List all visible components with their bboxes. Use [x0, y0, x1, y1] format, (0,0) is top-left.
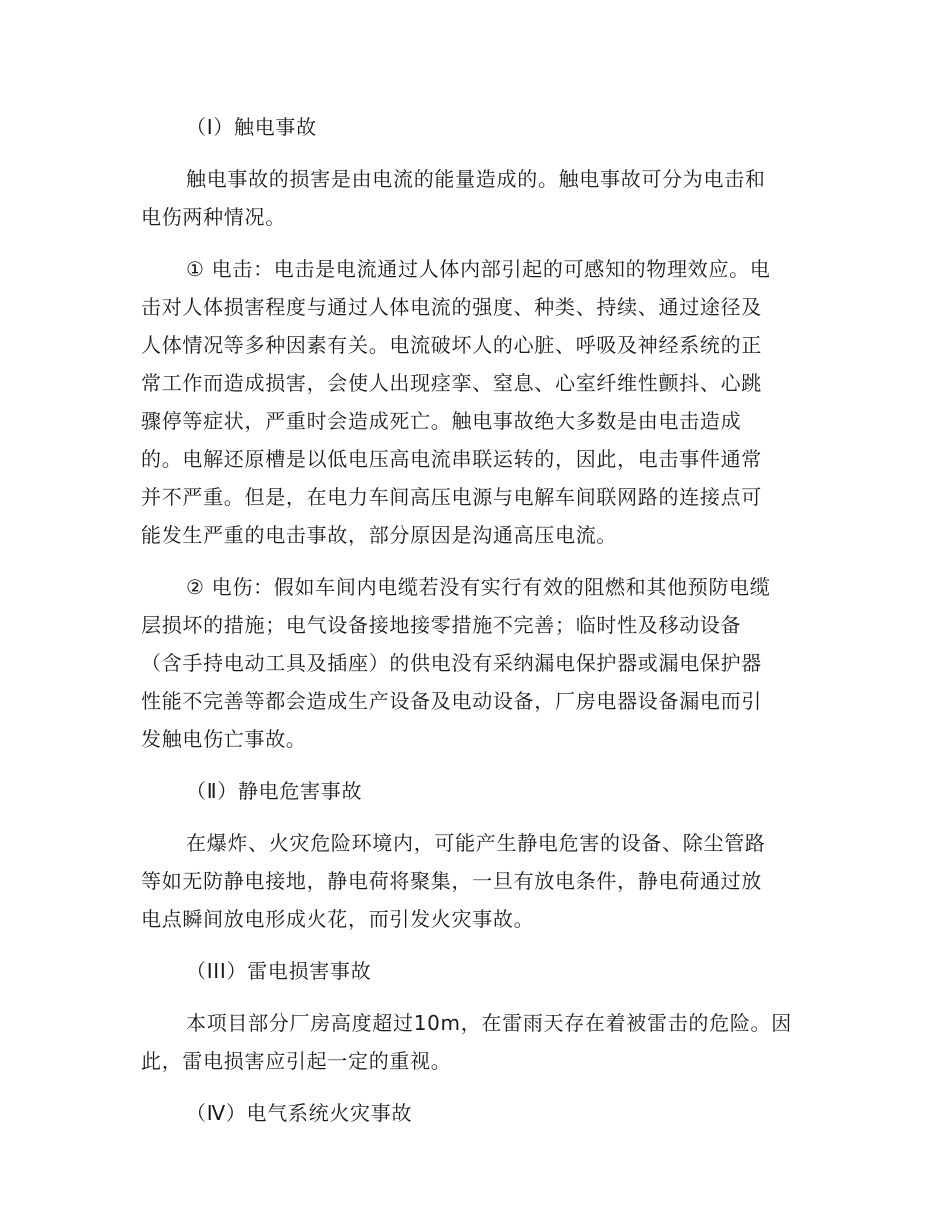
paragraph-4-line: 在爆炸、火灾危险环境内，可能产生静电危害的设备、除尘管路: [186, 831, 766, 855]
paragraph-2-line: 骤停等症状，严重时会造成死亡。触电事故绝大多数是由电击造成: [141, 409, 742, 433]
section-heading-3: （III）雷电损害事故: [186, 959, 372, 983]
paragraph-4-line: 电点瞬间放电形成火花，而引发火灾事故。: [141, 907, 535, 931]
paragraph-2-line: ① 电击：电击是电流通过人体内部引起的可感知的物理效应。电: [186, 257, 771, 281]
section-heading-1: （Ⅰ）触电事故: [186, 115, 317, 139]
paragraph-3-line: ② 电伤：假如车间内电缆若没有实行有效的阻燃和其他预防电缆: [186, 575, 771, 599]
paragraph-2-line: 常工作而造成损害，会使人出现痉挛、窒息、心室纤维性颤抖、心跳: [141, 371, 762, 395]
paragraph-4-line: 等如无防静电接地，静电荷将聚集，一旦有放电条件，静电荷通过放: [141, 869, 762, 893]
paragraph-2-line: 击对人体损害程度与通过人体电流的强度、种类、持续、通过途径及: [141, 295, 762, 319]
paragraph-2-line: 能发生严重的电击事故，部分原因是沟通高压电流。: [141, 523, 618, 547]
paragraph-1-line: 触电事故的损害是由电流的能量造成的。触电事故可分为电击和: [186, 167, 766, 191]
paragraph-3-line: 层损坏的措施；电气设备接地接零措施不完善；临时性及移动设备: [141, 613, 742, 637]
paragraph-5-line: 本项目部分厂房高度超过10m，在雷雨天存在着被雷击的危险。因: [186, 1011, 792, 1035]
paragraph-5-line: 此，雷电损害应引起一定的重视。: [141, 1049, 452, 1073]
section-heading-4: （Ⅳ）电气系统火灾事故: [186, 1101, 413, 1125]
paragraph-3-line: 性能不完善等都会造成生产设备及电动设备，厂房电器设备漏电而引: [141, 689, 762, 713]
paragraph-3-line: 发触电伤亡事故。: [141, 727, 307, 751]
paragraph-2-line: 人体情况等多种因素有关。电流破坏人的心脏、呼吸及神经系统的正: [141, 333, 762, 357]
paragraph-1-line: 电伤两种情况。: [141, 205, 286, 229]
section-heading-2: （Ⅱ）静电危害事故: [186, 779, 363, 803]
paragraph-3-line: （含手持电动工具及插座）的供电没有采纳漏电保护器或漏电保护器: [141, 651, 762, 675]
paragraph-2-line: 的。电解还原槽是以低电压高电流串联运转的，因此，电击事件通常: [141, 447, 762, 471]
paragraph-2-line: 并不严重。但是，在电力车间高压电源与电解车间联网路的连接点可: [141, 485, 762, 509]
